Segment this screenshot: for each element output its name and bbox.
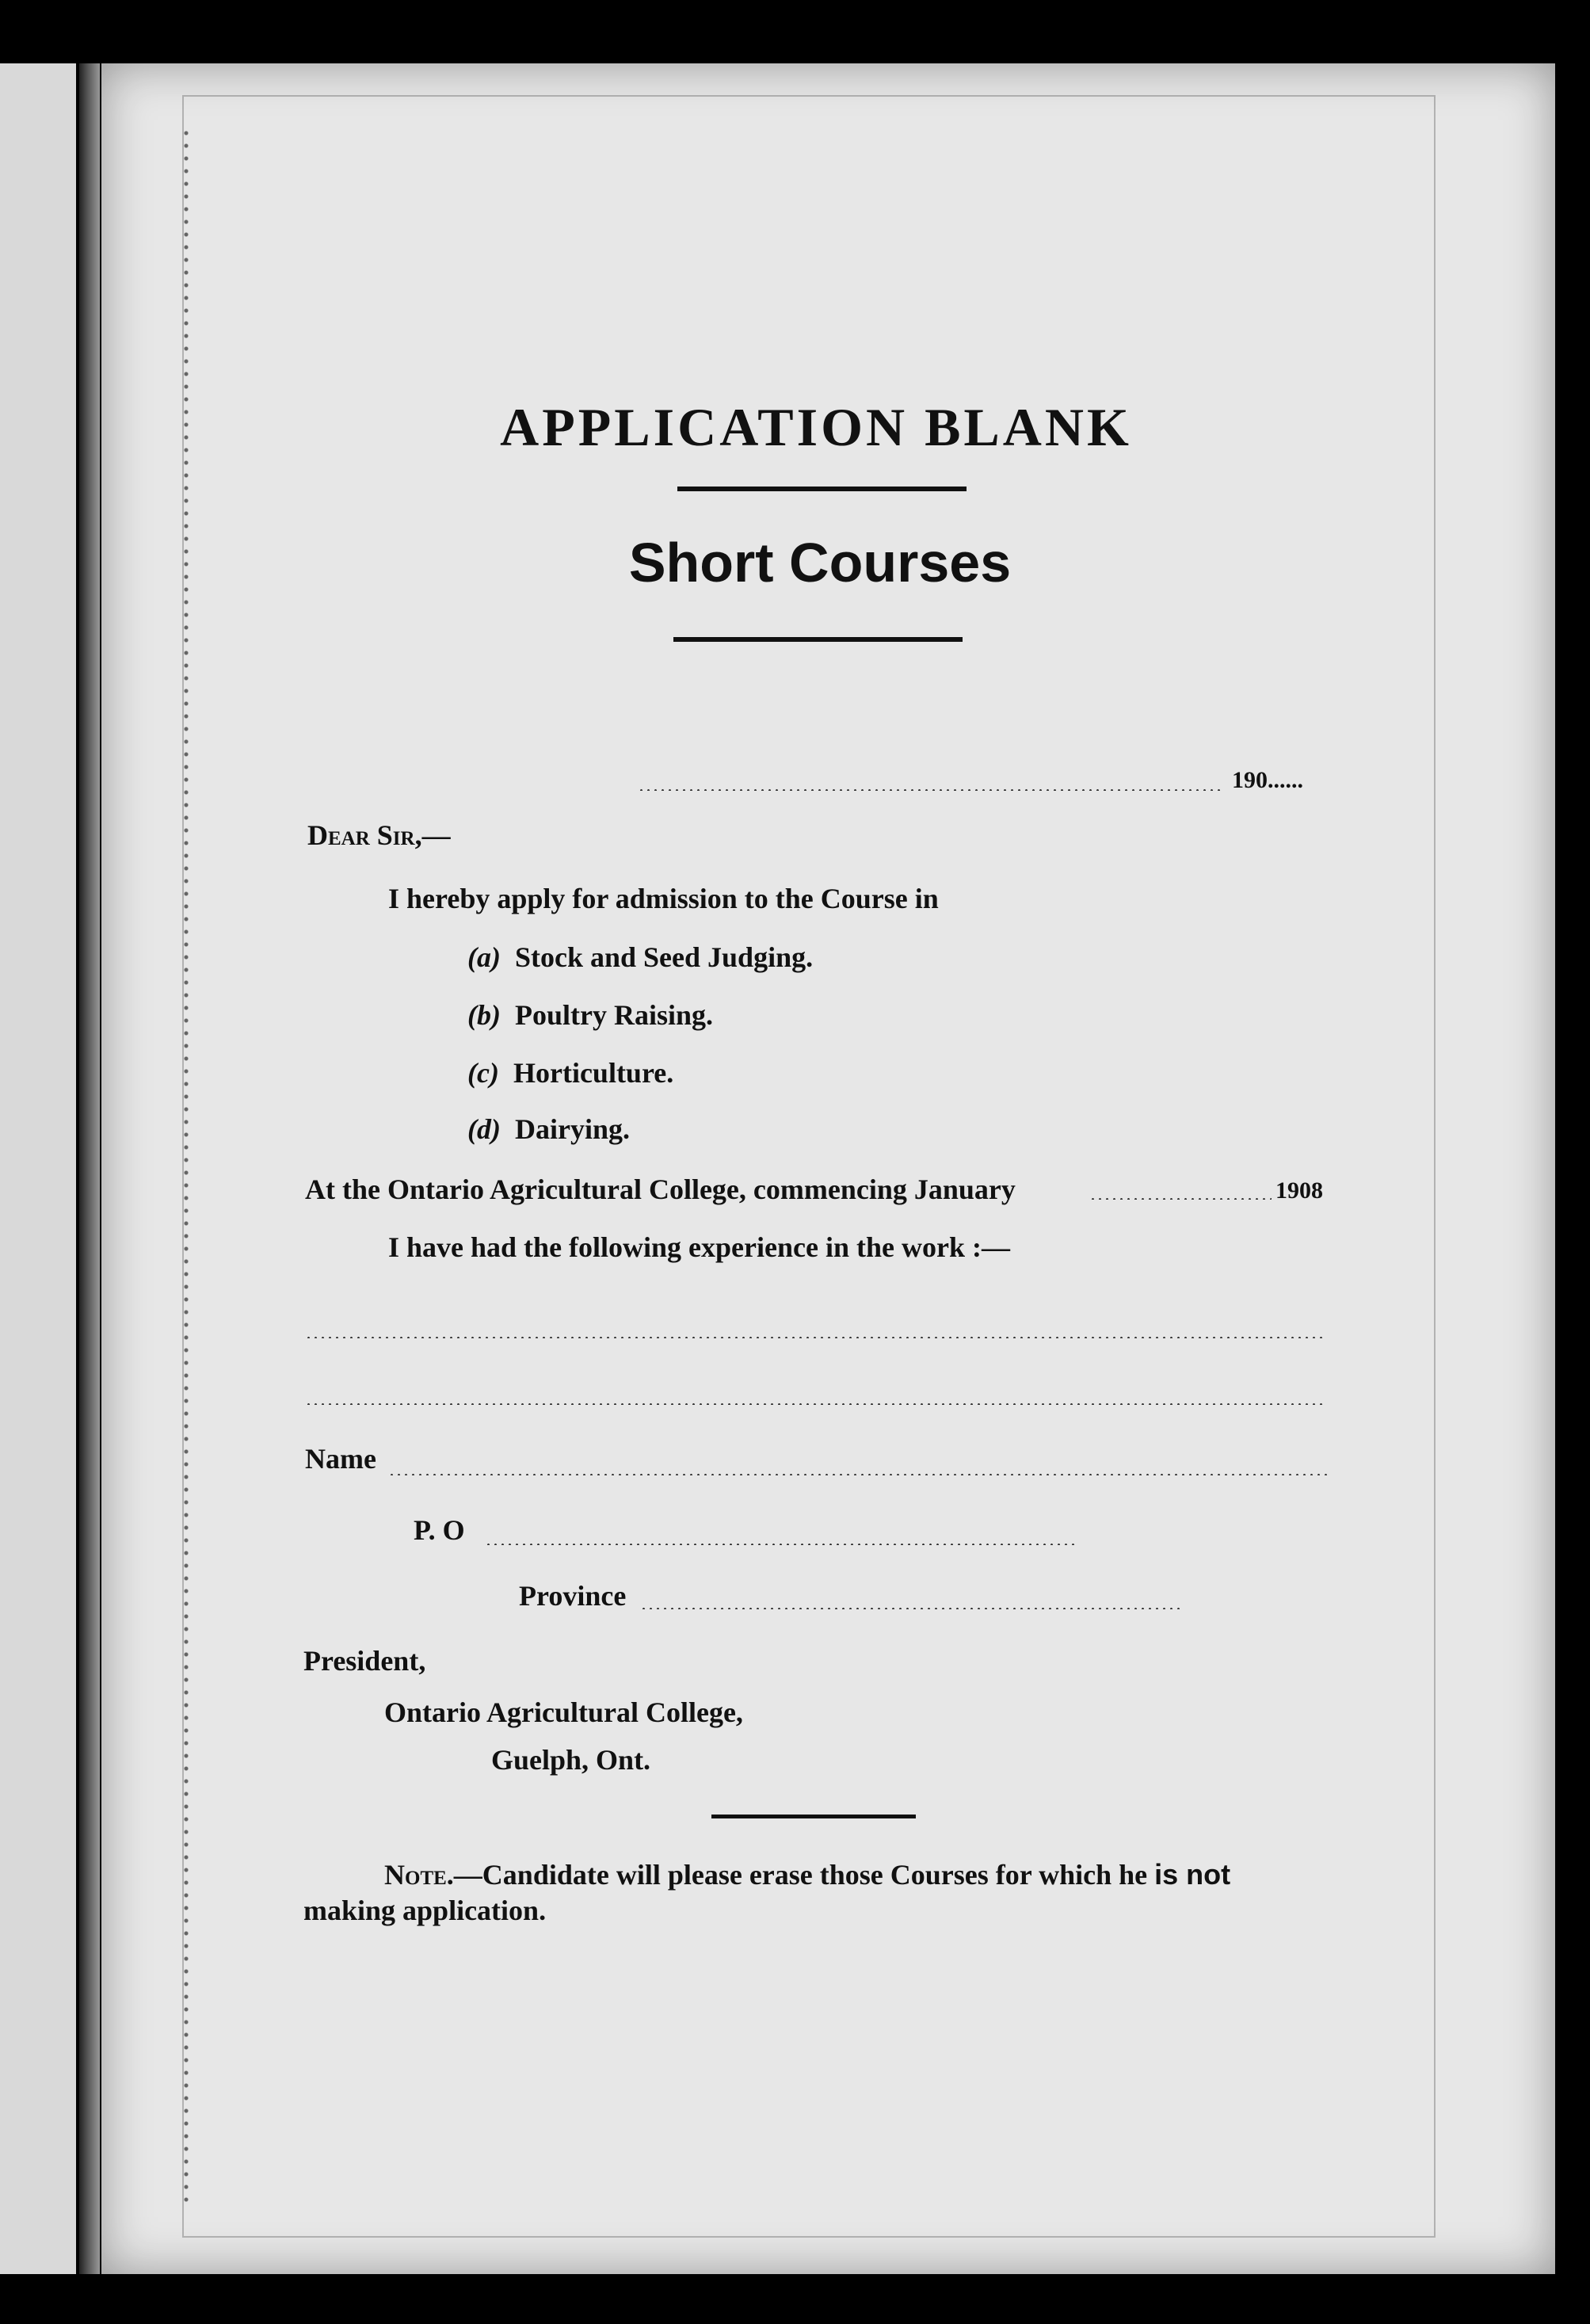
experience-blank-2[interactable] (305, 1403, 1327, 1405)
address-line-president: President, (303, 1645, 426, 1677)
note-line-1 (384, 1858, 1230, 1891)
salutation: Dear Sir,— (307, 819, 451, 851)
course-letter: (c) (467, 1057, 499, 1089)
course-letter: (d) (467, 1113, 501, 1145)
course-name: Dairying. (514, 1113, 630, 1145)
note-text: —Candidate will please erase those Courses for which he (453, 1859, 1155, 1891)
province-blank[interactable] (640, 1608, 1183, 1609)
po-blank[interactable] (485, 1544, 1079, 1545)
course-item-b[interactable] (467, 998, 713, 1032)
college-line-text: At the Ontario Agricultural College, commencing January (305, 1173, 1016, 1205)
name-label: Name (305, 1443, 376, 1475)
course-name: Horticulture. (513, 1057, 674, 1089)
subtitle-rule (673, 637, 963, 642)
address-line-city: Guelph, Ont. (491, 1744, 651, 1776)
closing-rule (711, 1815, 916, 1818)
year-prefix: 190 (1232, 767, 1268, 793)
province-label: Province (519, 1580, 627, 1612)
course-item-c[interactable] (467, 1056, 673, 1089)
intro-line: I hereby apply for admission to the Course in (388, 883, 939, 914)
college-year: 1908 (1275, 1177, 1323, 1204)
course-letter: (b) (467, 999, 501, 1031)
date-blank[interactable] (638, 789, 1220, 791)
perforation-line (184, 127, 189, 2203)
address-line-college: Ontario Agricultural College, (384, 1696, 743, 1728)
course-item-d[interactable] (467, 1112, 630, 1146)
po-label: P. O (414, 1514, 465, 1546)
binding-edge (79, 63, 100, 2274)
note-line-2: making application. (303, 1895, 547, 1926)
year-suffix-blank[interactable]: ...... (1268, 767, 1303, 793)
january-day-blank[interactable] (1089, 1198, 1272, 1200)
course-name: Stock and Seed Judging. (514, 941, 814, 973)
document-title: APPLICATION BLANK (500, 397, 1132, 457)
document-subtitle: Short Courses (628, 532, 1012, 593)
note-label: Note. (384, 1859, 454, 1891)
name-blank[interactable] (388, 1474, 1327, 1475)
course-name: Poultry Raising. (514, 999, 713, 1031)
date-year-prefix (1232, 767, 1303, 794)
experience-prompt: I have had the following experience in the work :— (388, 1231, 1010, 1263)
note-emphasis: is not (1154, 1858, 1231, 1891)
title-rule (677, 487, 967, 491)
experience-blank-1[interactable] (305, 1337, 1327, 1338)
course-item-a[interactable] (467, 941, 813, 974)
left-page-edge (0, 63, 76, 2274)
course-letter: (a) (467, 941, 501, 973)
